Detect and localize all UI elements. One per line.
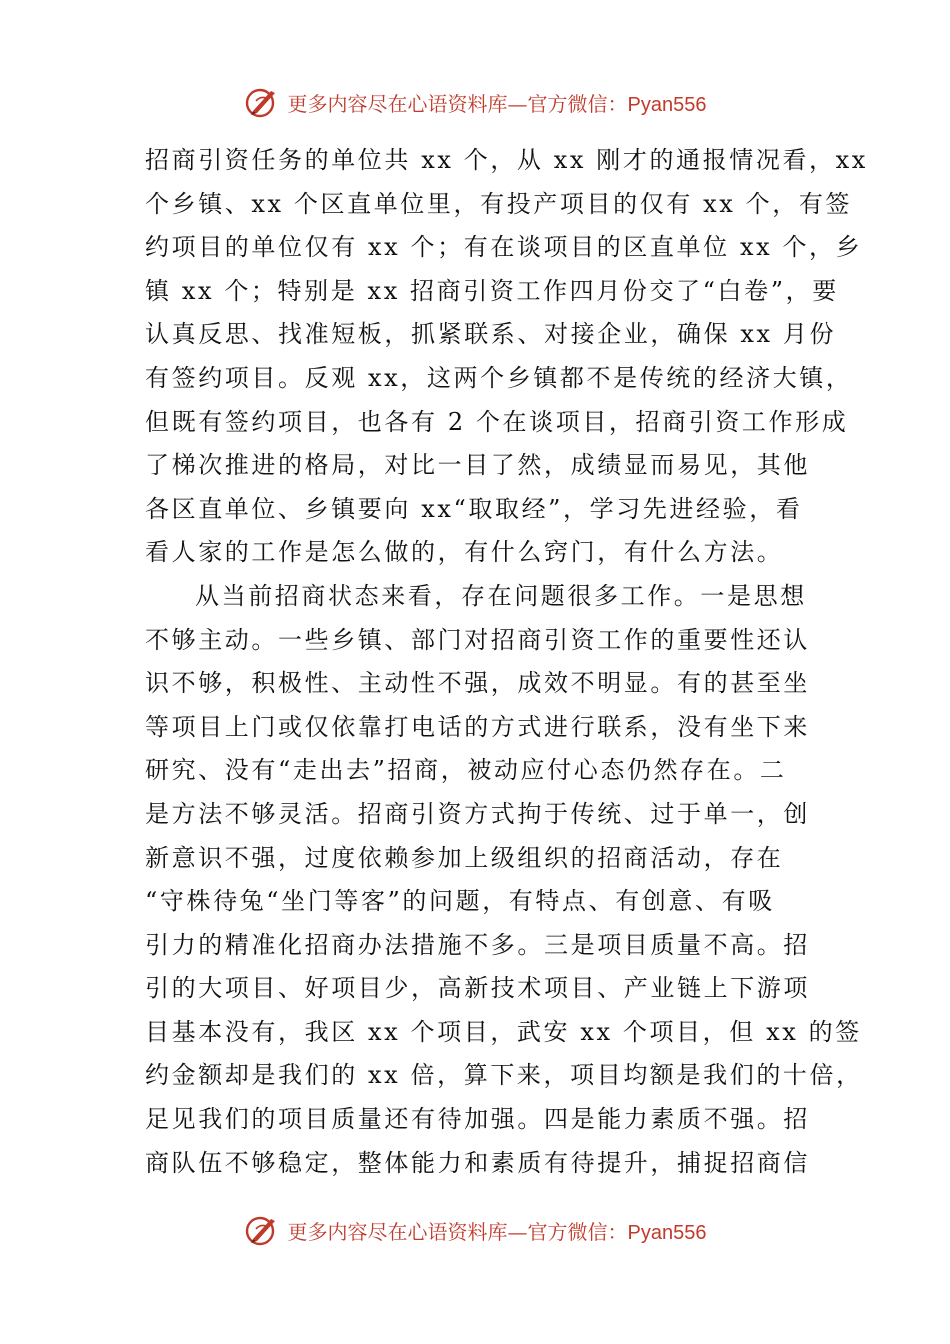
header-banner-text bbox=[288, 88, 707, 117]
text-line: 足见我们的项目质量还有待加强。四是能力素质不强。招 bbox=[145, 1105, 810, 1134]
footer-separator: — bbox=[507, 1219, 528, 1244]
text-line: 但既有签约项目，也各有 2 个在谈项目，招商引资工作形成 bbox=[145, 407, 849, 436]
text-line: 目基本没有，我区 xx 个项目，武安 xx 个项目，但 xx 的签 bbox=[145, 1017, 862, 1046]
text-line: 引的大项目、好项目少，高新技术项目、产业链上下游项 bbox=[145, 974, 810, 1003]
text-line: 有签约项目。反观 xx，这两个乡镇都不是传统的经济大镇， bbox=[145, 363, 853, 392]
document-body bbox=[145, 139, 868, 1185]
text-line: 引力的精准化招商办法措施不多。三是项目质量不高。招 bbox=[145, 930, 810, 959]
footer-site-name: 更多内容尽在心语资料库 bbox=[287, 1219, 508, 1244]
text-line: 研究、没有“走出去”招商，被动应付心态仍然存在。二 bbox=[145, 756, 787, 785]
text-line: 等项目上门或仅依靠打电话的方式进行联系，没有坐下来 bbox=[145, 712, 810, 741]
text-line: 约项目的单位仅有 xx 个；有在谈项目的区直单位 xx 个，乡 bbox=[145, 233, 863, 262]
header-banner bbox=[0, 82, 950, 122]
pen-logo-icon bbox=[244, 84, 280, 120]
footer-banner-text bbox=[288, 1216, 707, 1245]
text-line: 个乡镇、xx 个区直单位里，有投产项目的仅有 xx 个，有签 bbox=[145, 189, 853, 218]
text-line: 不够主动。一些乡镇、部门对招商引资工作的重要性还认 bbox=[145, 625, 810, 654]
text-line: 是方法不够灵活。招商引资方式拘于传统、过于单一，创 bbox=[145, 799, 810, 828]
footer-wechat: 官方微信：Pyan556 bbox=[527, 1221, 707, 1244]
text-line: 了梯次推进的格局，对比一目了然，成绩显而易见，其他 bbox=[145, 451, 810, 480]
text-line: 认真反思、找准短板，抓紧联系、对接企业，确保 xx 月份 bbox=[145, 320, 837, 349]
text-line: 各区直单位、乡镇要向 xx“取取经”，学习先进经验，看 bbox=[145, 494, 803, 523]
header-separator: — bbox=[507, 91, 528, 116]
pen-logo-icon bbox=[244, 1212, 280, 1248]
text-line: “守株待兔“坐门等客”的问题，有特点、有创意、有吸 bbox=[145, 887, 775, 916]
text-line: 看人家的工作是怎么做的，有什么窍门，有什么方法。 bbox=[145, 538, 784, 567]
paragraph-start-line: 从当前招商状态来看，存在问题很多工作。一是思想 bbox=[195, 581, 807, 610]
text-line: 约金额却是我们的 xx 倍，算下来，项目均额是我们的十倍， bbox=[145, 1061, 863, 1090]
header-site-name: 更多内容尽在心语资料库 bbox=[287, 91, 508, 116]
text-line: 招商引资任务的单位共 xx 个，从 xx 刚才的通报情况看，xx bbox=[145, 146, 868, 174]
text-line: 镇 xx 个；特别是 xx 招商引资工作四月份交了“白卷”，要 bbox=[145, 276, 839, 305]
text-line: 识不够，积极性、主动性不强，成效不明显。有的甚至坐 bbox=[145, 669, 810, 698]
text-line: 商队伍不够稳定，整体能力和素质有待提升，捕捉招商信 bbox=[145, 1148, 810, 1177]
text-line: 新意识不强，过度依赖参加上级组织的招商活动，存在 bbox=[145, 843, 784, 872]
header-wechat: 官方微信：Pyan556 bbox=[527, 93, 707, 116]
footer-banner bbox=[0, 1210, 950, 1250]
